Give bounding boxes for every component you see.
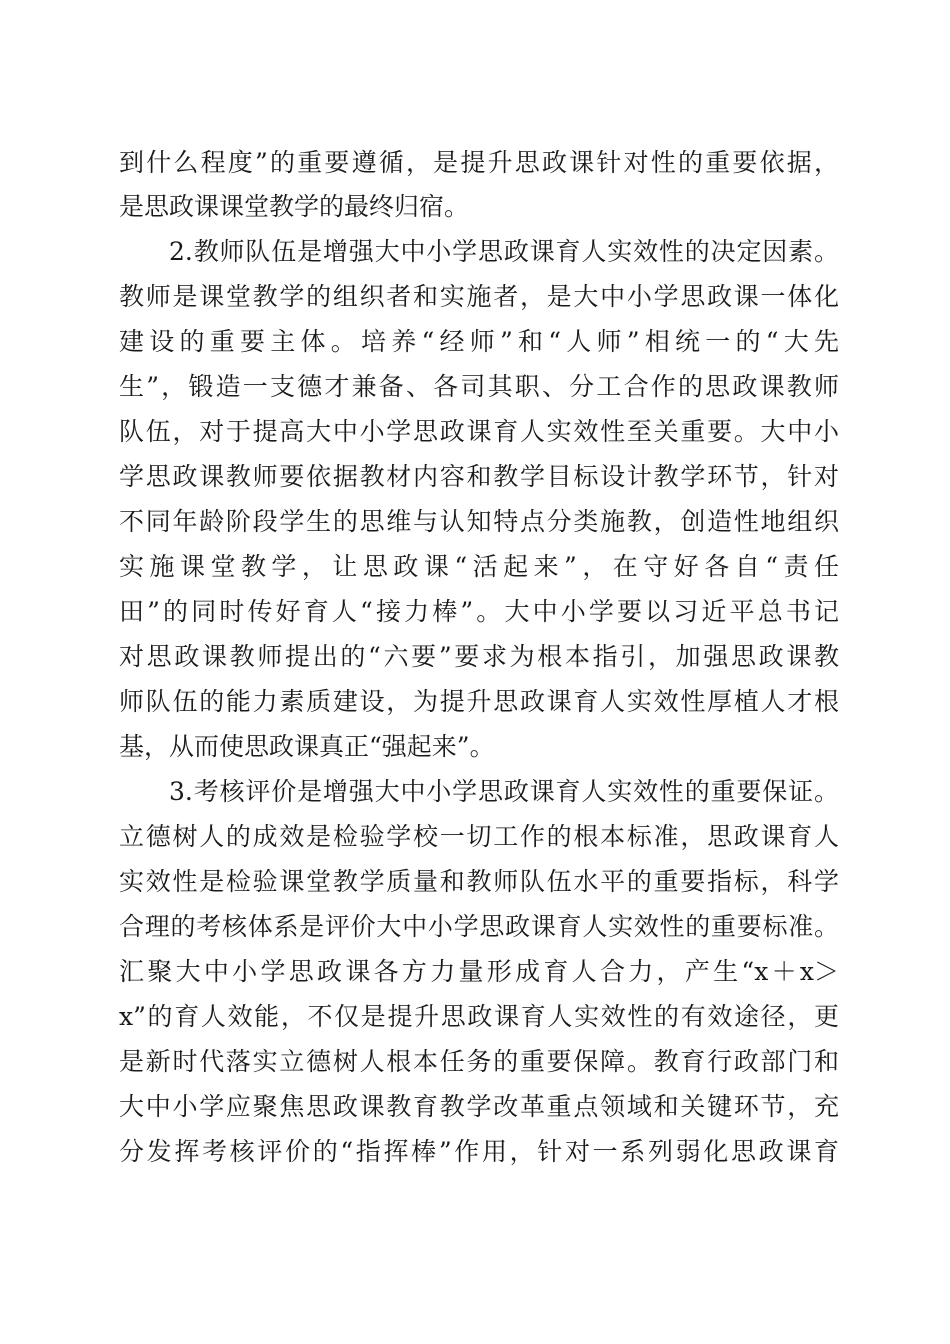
text-line: 是新时代落实立德树人根本任务的重要保障。教育行政部门和 (119, 1047, 839, 1076)
text-line: 基，从而使思政课真正“强起来”。 (119, 732, 495, 761)
text-line: x”的育人效能，不仅是提升思政课育人实效性的有效途径，更 (119, 1002, 839, 1031)
text-line: 是思政课课堂教学的最终归宿。 (119, 192, 470, 221)
text-line: 队伍，对于提高大中小学思政课育人实效性至关重要。大中小 (119, 417, 839, 446)
text-line: 分发挥考核评价的“指挥棒”作用，针对一系列弱化思政课育 (119, 1137, 839, 1166)
text-line: 合理的考核体系是评价大中小学思政课育人实效性的重要标准。 (119, 912, 839, 941)
paragraph-heading-2: 2.教师队伍是增强大中小学思政课育人实效性的决定因素。 (169, 237, 839, 266)
text-line: 学思政课教师要依据教材内容和教学目标设计教学环节，针对 (119, 462, 839, 491)
text-line: 实施课堂教学，让思政课“活起来”，在守好各自“责任 (119, 552, 839, 581)
text-line: 到什么程度”的重要遵循，是提升思政课针对性的重要依据， (119, 148, 839, 177)
text-line: 立德树人的成效是检验学校一切工作的根本标准，思政课育人 (119, 822, 839, 851)
text-line: 不同年龄阶段学生的思维与认知特点分类施教，创造性地组织 (119, 507, 839, 536)
text-line: 实效性是检验课堂教学质量和教师队伍水平的重要指标，科学 (119, 867, 839, 896)
text-line: 教师是课堂教学的组织者和实施者，是大中小学思政课一体化 (119, 282, 839, 311)
text-line: 田”的同时传好育人“接力棒”。大中小学要以习近平总书记 (119, 597, 839, 626)
text-line: 对思政课教师提出的“六要”要求为根本指引，加强思政课教 (119, 642, 839, 671)
text-line: 师队伍的能力素质建设，为提升思政课育人实效性厚植人才根 (119, 687, 839, 716)
text-line: 大中小学应聚焦思政课教育教学改革重点领域和关键环节，充 (119, 1092, 839, 1121)
text-line: 建设的重要主体。培养“经师”和“人师”相统一的“大先 (119, 327, 839, 356)
text-line: 汇聚大中小学思政课各方力量形成育人合力，产生“x＋x＞ (119, 957, 839, 986)
paragraph-heading-3: 3.考核评价是增强大中小学思政课育人实效性的重要保证。 (169, 777, 839, 806)
text-line: 生”，锻造一支德才兼备、各司其职、分工合作的思政课教师 (119, 372, 839, 401)
